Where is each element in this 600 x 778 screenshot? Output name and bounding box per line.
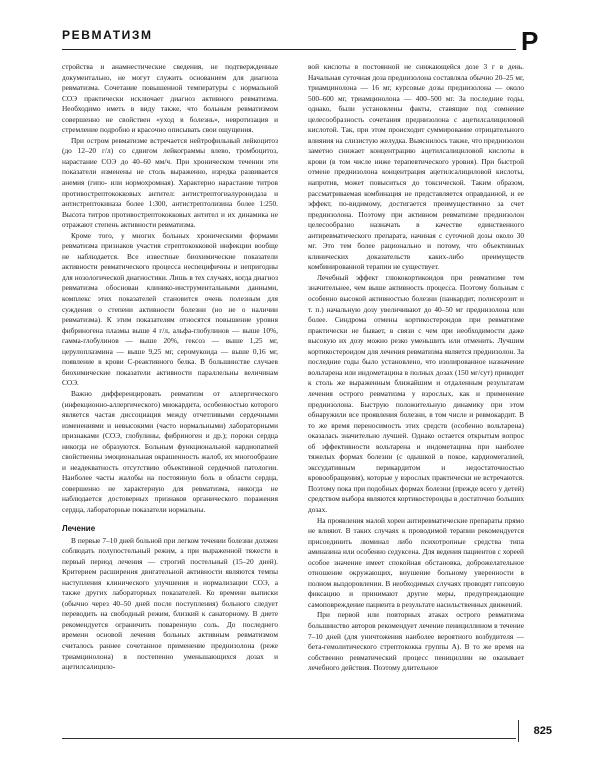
body-paragraph: При остром ревматизме встречается нейтрофильный лейкоцитоз (до 12–20 г/л) со сдвигом лейкограммы влево, тромбоцитоз, нарастание СОЭ до 40–60 мм/ч. При хроническом течении эти показатели изменены не столь выраженно, изредка развивается анемия (гипо- или нормохромная). Характерно нарастание титров противострептококковых антител: антистрептогиалуронидаза и антистрептокиназа более 1:300, антистрептолизина более 1:250. Высота титров противострептококковых антител и их динамика не отражают степень активности ревматизма. [62, 135, 278, 230]
body-paragraph: Кроме того, у многих больных хроническими формами ревматизма признаков участия стрептококковой инфекции вообще не наблюдается. Все известные биохимические показатели активности ревматического процесса неспецифичны и непригодны для нозологической диагностики. Лишь в тех случаях, когда диагноз ревматизма обоснован клинико-инструментальными данными, комплекс этих показателей становится очень полезным для суждения о степени активности болезни (но не о наличии ревматизма). К этим показателям относятся повышение уровня фибриногена плазмы выше 4 г/л, альфа-глобулинов — выше 10%, гамма-глобулинов — выше 20%, гексоз — выше 1,25 мг, церулоплазмина — выше 9,25 мг, серомукоида — выше 0,16 мг, появление в крови С-реактивного белка. В большинстве случаев биохимические показатели активности параллельны величинам СОЭ. [62, 230, 278, 388]
footer-rule [62, 738, 516, 739]
body-paragraph: вой кислоты в постоянной не снижающейся дозе 3 г в день. Начальная суточная доза преднизолона составляла обычно 20–25 мг, триамцинолона — 16 мг, курсовые дозы преднизолона — около 500–600 мг, триамцинолона — 400–500 мг. За последние годы, однако, были установлены факты, ставящие под сомнение целесообразность сочетания преднизолона с ацетилсалициловой кислотой. Так, при этом происходит суммирование отрицательного влияния на слизистую желудка. Выяснилось также, что преднизолон заметно снижает концентрацию ацетилсалициловой кислоты в крови (в том числе ниже терапевтического уровня). При быстрой отмене преднизолона концентрация ацетилсалициловой кислоты, напротив, может повыситься до токсической. Таким образом, рассматриваемая комбинация не представляется оправданной, и ее эффект, по-видимому, достигается преимущественно за счет преднизолона. Поэтому при активном ревматизме преднизолон целесообразно назначать в качестве единственного антиревматического препарата, начиная с суточной дозы около 30 мг. Это тем более рационально и потому, что объективных клинических доказательств каких-либо преимуществ комбинированной терапии не существует. [308, 62, 524, 272]
body-paragraph: На проявления малой хореи антиревматические препараты прямо не влияют. В таких случаях к проводимой терапии рекомендуется присоединить люминал либо психотропные средства типа аминазина или особенно седуксена. Для ведения пациентов с хореей особое значение имеет спокойная обстановка, доброжелательное отношение окружающих, внушение больному уверенности в полном выздоровлении. В необходимых случаях проводят гипсовую фиксацию и принимают другие меры, предупреждающие самоповреждение пациента в результате насильственных движений. [308, 515, 524, 609]
body-paragraph: Важно дифференцировать ревматизм от аллергического (инфекционно-аллергического) миокардита, особенностью которого является частая диссоциация между отчетливыми сердечными изменениями и невысокими (часто нормальными) лабораторными признаками (СОЭ, глобулины, фибриноген и др.); пороки сердца никогда не образуются. Больным функциональной кардиопатией свойственны эмоциональная окрашенность жалоб, их многообразие и неадекватность отсутствию объективной сердечной патологии. Наиболее часты жалобы на постоянную боль в области сердца, совершенно не характерную для ревматизма, никогда не наблюдается достоверных признаков органического поражения сердца, лабораторные показатели нормальны. [62, 388, 278, 514]
body-paragraph: стройства и анамнестические сведения, не подтвержденные документально, не могут служить основанием для диагноза ревматизма. Сочетание повышенной температуры с нормальной СОЭ практически исключает диагноз активного ревматизма. Необходимо иметь в виду также, что больным ревматизмом совершенно не свойствен «уход в болезнь», невротизация и стремление подробно и красочно описывать свои ощущения. [62, 62, 278, 135]
right-column [308, 62, 524, 674]
section-subheading: Лечение [62, 523, 96, 533]
running-head-title: РЕВМАТИЗМ [62, 28, 153, 42]
body-paragraph: При первой или повторных атаках острого ревматизма большинство авторов рекомендует лечение пенициллином в течение 7–10 дней (для уничтожения наиболее вероятного возбудителя — бета-гемолитического стрептококка группы А). В то же время на собственно ревматический процесс пенициллин не оказывает лечебного действия. Поэтому длительное [308, 610, 524, 673]
running-header [62, 22, 516, 50]
section-letter: Р [521, 26, 539, 56]
left-column [62, 62, 278, 673]
page-number: 825 [518, 720, 552, 742]
body-paragraph: В первые 7–10 дней больной при легком течении болезни должен соблюдать полупостельный режим, а при выраженной тяжести в первый период лечения — строгий постельный (15–20 дней). Критерием расширения двигательной активности являются темпы наступления клинического улучшения и нормализации СОЭ, а также других лабораторных показателей. Ко времени выписки (обычно через 40–50 дней после поступления) больного следует переводить на свободный режим, близкий к санаторному. В диете рекомендуется ограничить поваренную соль. До последнего времени основой лечения больных активным ревматизмом считалось раннее сочетанное применение преднизолона (реже триамцинолона) в постепенно уменьшающихся дозах и ацетилсалицило- [62, 535, 278, 672]
body-paragraph: Лечебный эффект глюкокортикоидов при ревматизме тем значительнее, чем выше активность процесса. Поэтому больным с особенно высокой активностью болезни (панкардит, полисерозит и т. п.) начальную дозу увеличивают до 40–50 мг преднизолона или более. Синдрома отмены кортикостероидов при ревматизме практически не бывает, в связи с чем при необходимости даже высокую их дозу можно резко уменьшить или отменить. Лучшим кортикостероидом для лечения ревматизма является преднизолон. За последние годы было установлено, что изолированное назначение вольтарена или индометацина в полных дозах (150 мг/сут) приводит к столь же выраженным ближайшим и отдаленным результатам лечения острого ревматизма у взрослых, как и применение преднизолона. Быструю положительную динамику при этом обнаружили все проявления болезни, в том числе и ревмокардит. В то же время переносимость этих средств (особенно вольтарена) оказалась значительно лучшей. Однако остается открытым вопрос об эффективности вольтарена и индометацина при наиболее тяжелых формах болезни (с одышкой в покое, кардиомегалией, экссудативным перикардитом и недостаточностью кровообращения), которые у взрослых практически не встречаются. Поэтому пока при подобных формах болезни (прежде всего у детей) средством выбора являются кортикостероиды в достаточно больших дозах. [308, 272, 524, 514]
